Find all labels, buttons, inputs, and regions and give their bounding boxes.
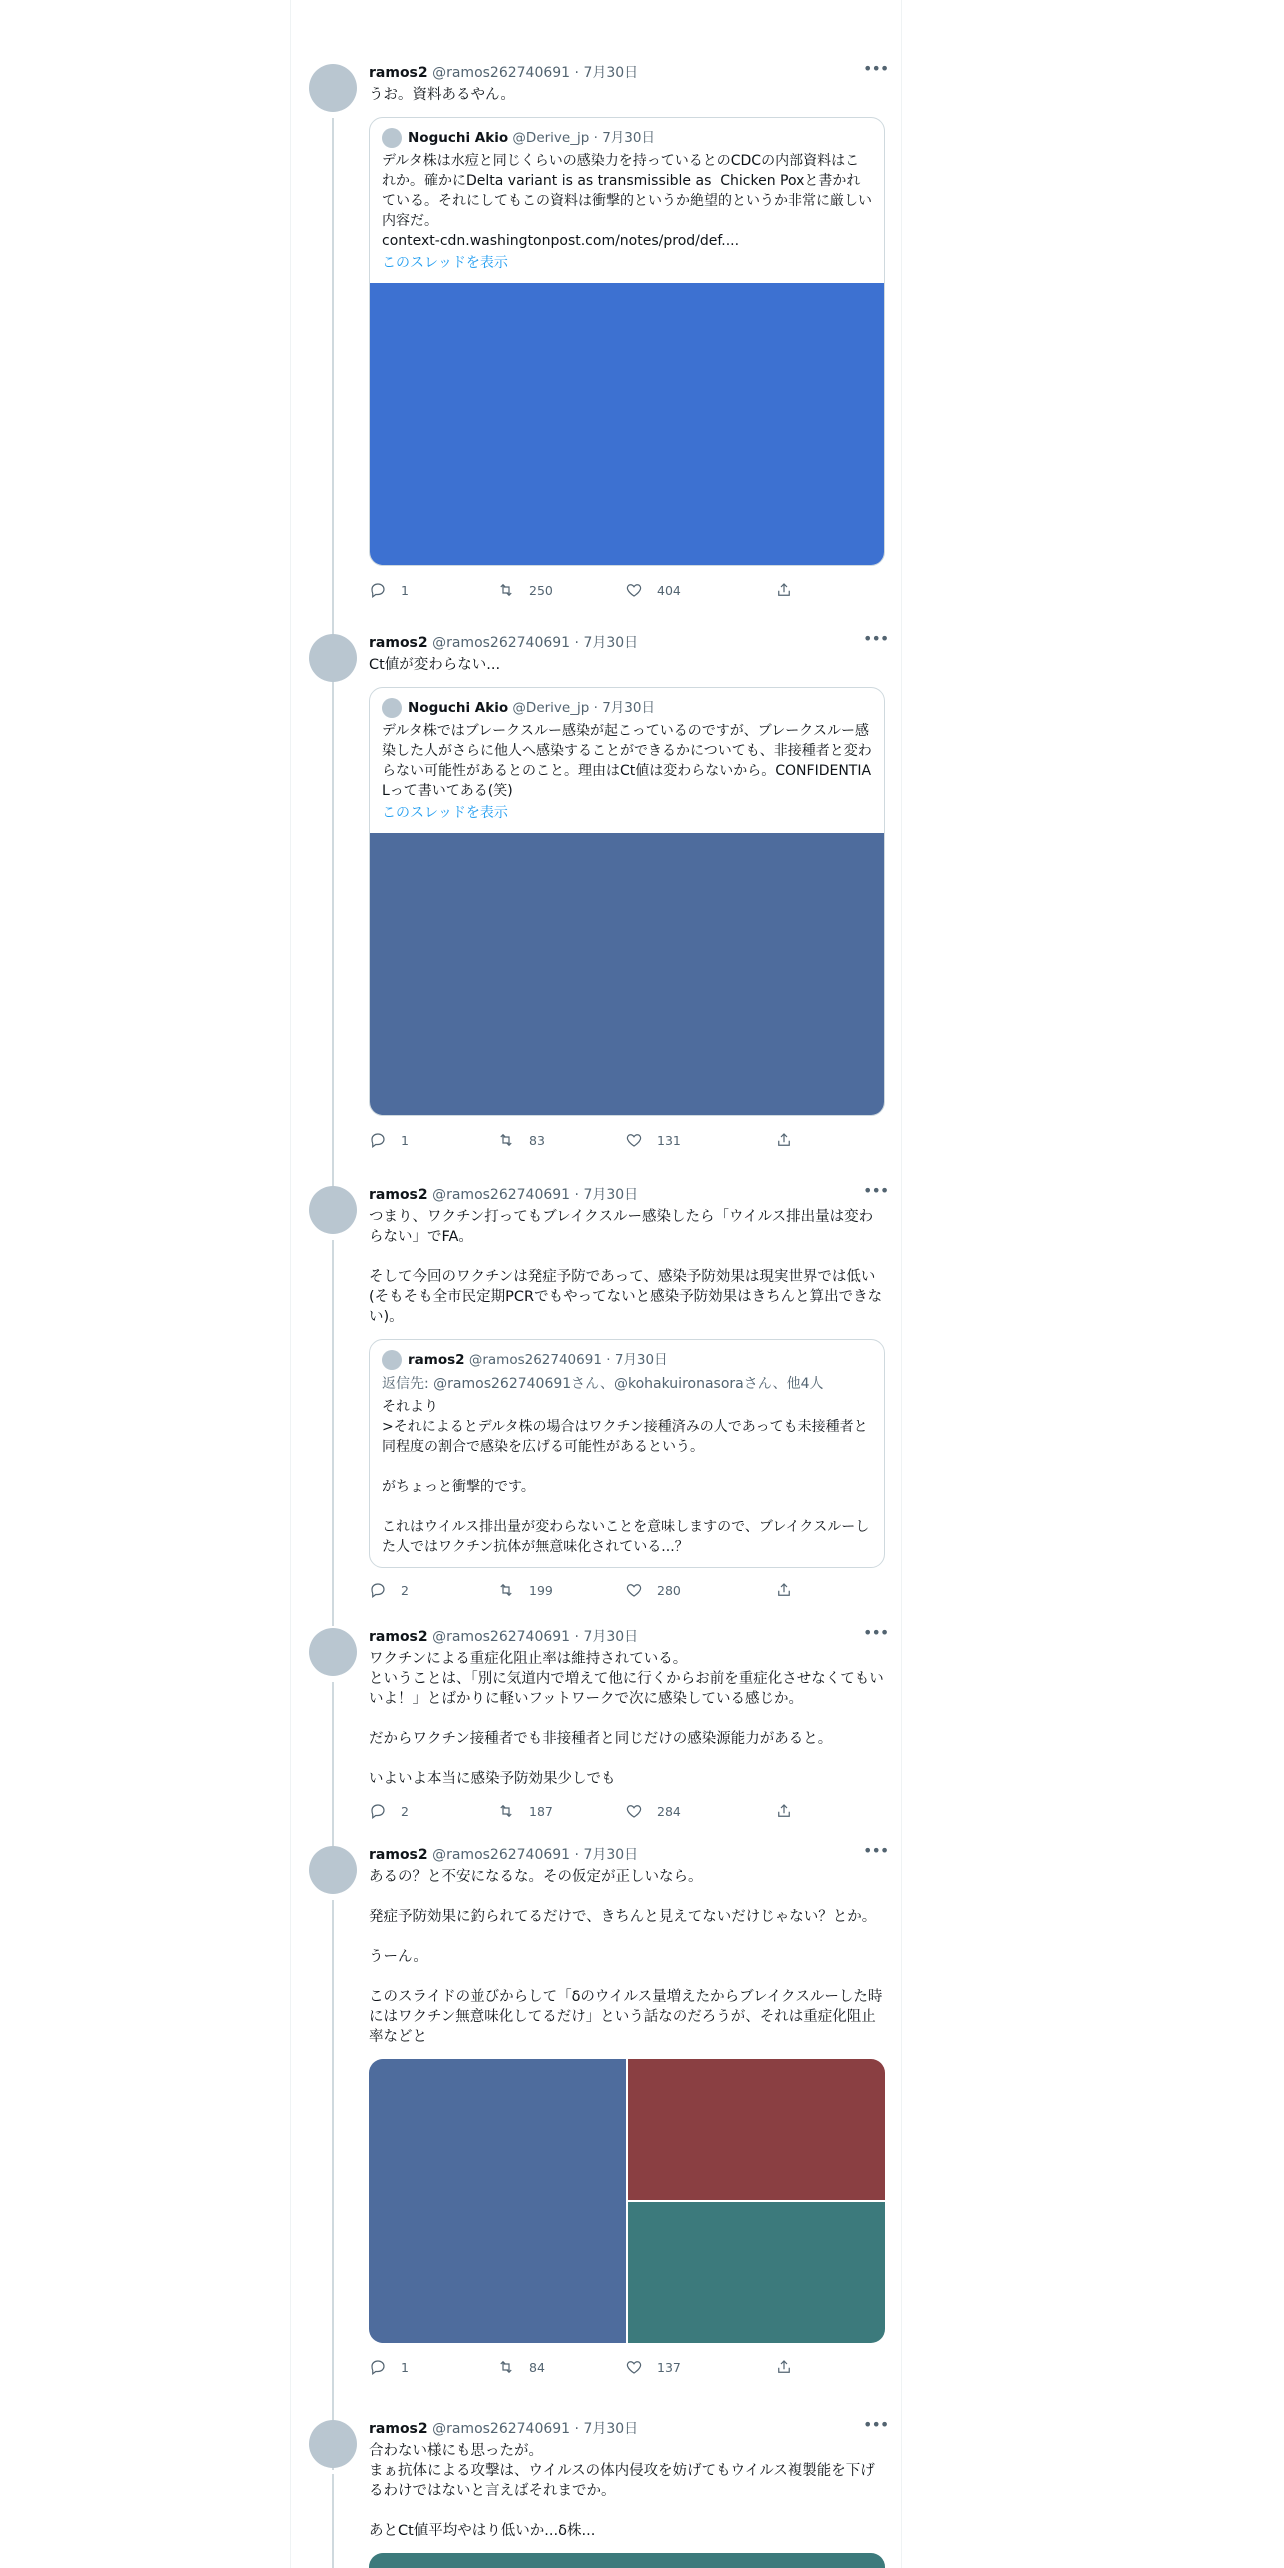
quoted-tweet[interactable] <box>369 1339 885 1568</box>
reply-icon <box>369 1581 387 1599</box>
separator: · <box>574 635 579 651</box>
avatar[interactable] <box>309 1186 357 1234</box>
separator: · <box>574 1187 579 1203</box>
tweet-date[interactable]: 7月30日 <box>583 1847 639 1863</box>
share-icon <box>775 581 793 599</box>
tweet-text: うお。資料あるやん。 <box>369 87 515 103</box>
quoted-header <box>382 1350 872 1370</box>
retweet-icon <box>497 1581 515 1599</box>
retweet-button[interactable] <box>497 1130 545 1150</box>
media-grid <box>369 2059 885 2343</box>
like-button[interactable] <box>625 2357 681 2377</box>
tweet-date[interactable]: 7月30日 <box>583 635 639 651</box>
retweet-icon <box>497 581 515 599</box>
heart-icon <box>625 1802 643 1820</box>
quoted-author-name: Noguchi Akio <box>408 700 509 716</box>
quoted-tweet[interactable] <box>369 117 885 566</box>
author-name[interactable]: ramos2 <box>369 2421 428 2437</box>
action-bar <box>369 2357 885 2377</box>
author-name[interactable]: ramos2 <box>369 65 428 81</box>
heart-icon <box>625 1131 643 1149</box>
retweet-button[interactable] <box>497 580 553 600</box>
quoted-media-image[interactable] <box>370 283 884 565</box>
reply-button[interactable] <box>369 580 409 600</box>
retweet-icon <box>497 1802 515 1820</box>
share-button[interactable] <box>775 2357 793 2377</box>
retweet-count: 199 <box>529 1582 553 1598</box>
separator: · <box>574 2421 579 2437</box>
retweet-button[interactable] <box>497 1580 553 1600</box>
like-count: 137 <box>657 2359 681 2375</box>
tweet-header <box>369 1841 889 1864</box>
share-icon <box>775 1802 793 1820</box>
more-options-icon[interactable]: ••• <box>863 1841 889 1860</box>
tweet-header <box>369 1623 889 1646</box>
author-handle[interactable]: @ramos262740691 <box>432 2421 571 2437</box>
media-image[interactable] <box>369 2059 626 2343</box>
share-icon <box>775 2358 793 2376</box>
retweet-count: 83 <box>529 1132 545 1148</box>
retweet-icon <box>497 2358 515 2376</box>
quoted-date: 7月30日 <box>602 130 655 146</box>
share-icon <box>775 1131 793 1149</box>
heart-icon <box>625 1581 643 1599</box>
tweet-date[interactable]: 7月30日 <box>583 1187 639 1203</box>
quoted-author-name: Noguchi Akio <box>408 130 509 146</box>
like-button[interactable] <box>625 580 681 600</box>
separator: · <box>574 1629 579 1645</box>
more-options-icon[interactable]: ••• <box>863 2415 889 2434</box>
separator: · <box>593 130 598 146</box>
retweet-button[interactable] <box>497 2357 545 2377</box>
share-button[interactable] <box>775 1801 793 1821</box>
retweet-count: 250 <box>529 582 553 598</box>
avatar[interactable] <box>309 634 357 682</box>
share-button[interactable] <box>775 580 793 600</box>
separator: · <box>606 1352 611 1368</box>
quoted-author-handle: @Derive_jp <box>512 130 590 146</box>
quoted-text: デルタ株は水痘と同じくらいの感染力を持っているとのCDCの内部資料はこれか。確かにDelta variant is as transmissible as Chicken Poxと書かれている。それにしてもこの資料は衝撃的というか絶望的というか非常に厳しい内容だ。 context-cdn.washingtonpost.com/notes/prod/def.... <box>382 153 872 249</box>
quoted-date: 7月30日 <box>602 700 655 716</box>
quoted-author-name: ramos2 <box>408 1352 465 1368</box>
reply-button[interactable] <box>369 1801 409 1821</box>
more-options-icon[interactable]: ••• <box>863 1181 889 1200</box>
tweet-text: あるの？と不安になるな。その仮定が正しいなら。 発症予防効果に釣られてるだけで、きちんと見えてないだけじゃない？とか。 うーん。 このスライドの並びからして「δのウイルス量増えたからブレイクスルーした時にはワクチン無意味化してるだけ」という話なのだろうが、それは重症化阻止率などと <box>369 1869 883 2045</box>
show-thread-link[interactable]: このスレッドを表示 <box>382 255 508 271</box>
author-name[interactable]: ramos2 <box>369 635 428 651</box>
quoted-date: 7月30日 <box>614 1352 668 1368</box>
tweet-text: つまり、ワクチン打ってもブレイクスルー感染したら「ウイルス排出量は変わらない」でFA。 そして今回のワクチンは発症予防であって、感染予防効果は現実世界では低い(そもそも全市民定期PCRでもやってないと感染予防効果はきちんと算出できない)。 <box>369 1209 883 1325</box>
avatar[interactable] <box>309 2420 357 2468</box>
quoted-avatar <box>382 128 402 148</box>
reply-button[interactable] <box>369 1130 409 1150</box>
thread-line <box>332 1682 334 1846</box>
reply-button[interactable] <box>369 2357 409 2377</box>
like-count: 404 <box>657 582 681 598</box>
reply-button[interactable] <box>369 1580 409 1600</box>
tweet-text: ワクチンによる重症化阻止率は維持されている。 ということは、「別に気道内で増えて他に行くからお前を重症化させなくてもいいよ！」とばかりに軽いフットワークで次に感染している感じか。 だからワクチン接種者でも非接種者と同じだけの感染源能力があると。 いよいよ本当に感染予防効果少しでも <box>369 1651 884 1787</box>
author-handle[interactable]: @ramos262740691 <box>432 1629 571 1645</box>
thread-line <box>332 1240 334 1626</box>
action-bar <box>369 1801 885 1821</box>
retweet-count: 187 <box>529 1803 553 1819</box>
media-image[interactable] <box>628 2059 885 2200</box>
timeline-column <box>290 0 902 2568</box>
separator: · <box>574 1847 579 1863</box>
more-options-icon[interactable]: ••• <box>863 59 889 78</box>
quoted-text: デルタ株ではブレークスルー感染が起こっているのですが、ブレークスルー感染した人がさらに他人へ感染することができるかについても、非接種者と変わらない可能性があるとのこと。理由はCt値は変わらないから。CONFIDENTIALって書いてある(笑) <box>382 723 872 799</box>
quoted-media-image[interactable] <box>370 833 884 1115</box>
more-options-icon[interactable]: ••• <box>863 629 889 648</box>
author-handle[interactable]: @ramos262740691 <box>432 65 571 81</box>
reply-icon <box>369 1802 387 1820</box>
quoted-header <box>382 128 872 148</box>
author-name[interactable]: ramos2 <box>369 1187 428 1203</box>
share-button[interactable] <box>775 1130 793 1150</box>
separator: · <box>593 700 598 716</box>
action-bar <box>369 580 885 600</box>
tweet-text: 合わない様にも思ったが。 まぁ抗体による攻撃は、ウイルスの体内侵攻を妨げてもウイルス複製能を下げるわけではないと言えばそれまでか。 あとCt値平均やはり低いか...δ株... <box>369 2443 875 2539</box>
avatar[interactable] <box>309 1846 357 1894</box>
quoted-author-handle: @Derive_jp <box>512 700 590 716</box>
like-button[interactable] <box>625 1580 681 1600</box>
retweet-icon <box>497 1131 515 1149</box>
like-count: 131 <box>657 1132 681 1148</box>
thread-line <box>332 688 334 1230</box>
tweet-header <box>369 2415 889 2438</box>
reply-count: 2 <box>401 1582 409 1598</box>
tweet-header <box>369 1181 889 1204</box>
tweet-header <box>369 629 889 652</box>
retweet-count: 84 <box>529 2359 545 2375</box>
action-bar <box>369 1130 885 1150</box>
thread-line <box>332 2474 334 2568</box>
quoted-text: それより >それによるとデルタ株の場合はワクチン接種済みの人であっても未接種者と同程度の割合で感染を広げる可能性があるという。 がちょっと衝撃的です。 これはウイルス排出量が変わらないことを意味しますので、ブレイクスルーした人ではワクチン抗体が無意味化されている...？ <box>382 1399 870 1555</box>
reply-icon <box>369 2358 387 2376</box>
share-button[interactable] <box>775 1580 793 1600</box>
author-name[interactable]: ramos2 <box>369 1847 428 1863</box>
heart-icon <box>625 2358 643 2376</box>
avatar[interactable] <box>309 64 357 112</box>
avatar[interactable] <box>309 1628 357 1676</box>
media-image[interactable] <box>628 2202 885 2343</box>
quoted-avatar <box>382 698 402 718</box>
author-handle[interactable]: @ramos262740691 <box>432 635 571 651</box>
retweet-button[interactable] <box>497 1801 553 1821</box>
like-button[interactable] <box>625 1130 681 1150</box>
tweet-date[interactable]: 7月30日 <box>583 65 639 81</box>
quoted-tweet[interactable] <box>369 687 885 1116</box>
quoted-header <box>382 698 872 718</box>
separator: · <box>574 65 579 81</box>
like-count: 280 <box>657 1582 681 1598</box>
media-image[interactable] <box>369 2553 885 2568</box>
author-handle[interactable]: @ramos262740691 <box>432 1847 571 1863</box>
heart-icon <box>625 581 643 599</box>
author-name[interactable]: ramos2 <box>369 1629 428 1645</box>
thread-line <box>332 118 334 690</box>
tweet-date[interactable]: 7月30日 <box>583 2421 639 2437</box>
thread-line <box>332 1900 334 2470</box>
show-thread-link[interactable]: このスレッドを表示 <box>382 805 508 821</box>
like-button[interactable] <box>625 1801 681 1821</box>
share-icon <box>775 1581 793 1599</box>
quoted-author-handle: @ramos262740691 <box>468 1352 602 1368</box>
reply-count: 2 <box>401 1803 409 1819</box>
reply-count: 1 <box>401 582 409 598</box>
author-handle[interactable]: @ramos262740691 <box>432 1187 571 1203</box>
reply-count: 1 <box>401 2359 409 2375</box>
tweet-text: Ct値が変わらない... <box>369 657 501 673</box>
reply-icon <box>369 1131 387 1149</box>
action-bar <box>369 1580 885 1600</box>
like-count: 284 <box>657 1803 681 1819</box>
reply-icon <box>369 581 387 599</box>
quoted-avatar <box>382 1350 402 1370</box>
reply-count: 1 <box>401 1132 409 1148</box>
more-options-icon[interactable]: ••• <box>863 1623 889 1642</box>
tweet-header <box>369 59 889 82</box>
tweet-date[interactable]: 7月30日 <box>583 1629 639 1645</box>
reply-to-label: 返信先: @ramos262740691さん、@kohakuironasoraさん、他4人 <box>382 1376 824 1392</box>
